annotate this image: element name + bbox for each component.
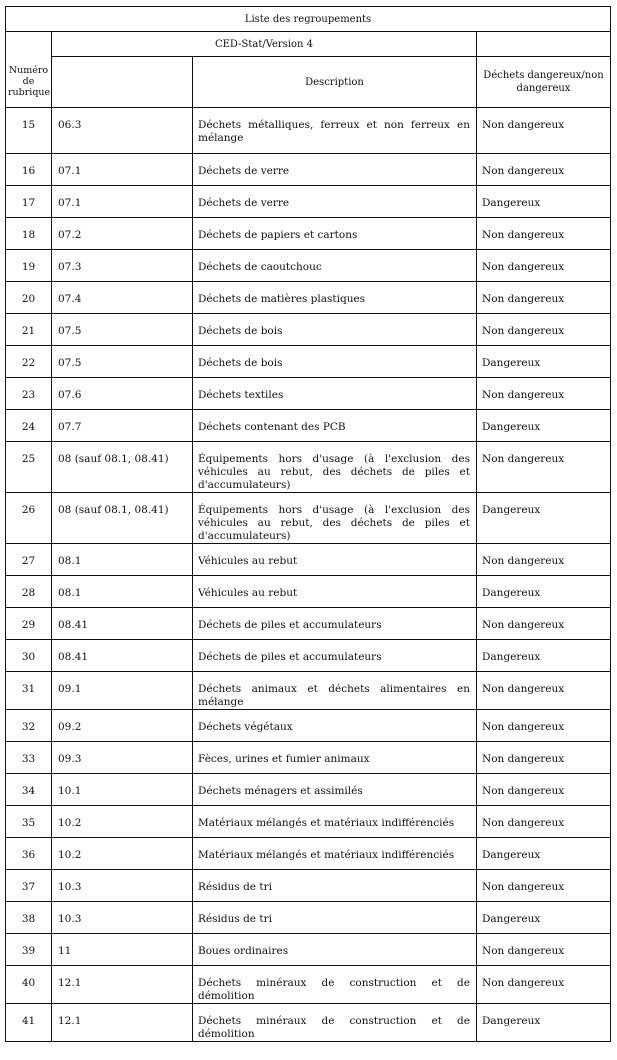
hazard-status: Dangereux — [477, 640, 611, 672]
hazard-status: Non dangereux — [477, 806, 611, 838]
table-row — [6, 576, 611, 608]
table-row — [6, 346, 611, 378]
hazard-status: Dangereux — [477, 838, 611, 870]
table-row — [6, 410, 611, 442]
rubric-number: 16 — [6, 154, 52, 186]
table-row — [6, 710, 611, 742]
table-row — [6, 218, 611, 250]
rubric-number: 33 — [6, 742, 52, 774]
ced-stat-code: 07.3 — [52, 250, 193, 282]
rubric-number: 20 — [6, 282, 52, 314]
hazard-status: Non dangereux — [477, 218, 611, 250]
rubric-number: 15 — [6, 108, 52, 154]
table-row — [6, 774, 611, 806]
subheader-spacer-right — [477, 32, 611, 57]
ced-stat-code: 10.2 — [52, 838, 193, 870]
ced-stat-code: 09.2 — [52, 710, 193, 742]
rubric-number: 32 — [6, 710, 52, 742]
table-row — [6, 108, 611, 154]
ced-stat-code: 10.3 — [52, 902, 193, 934]
ced-stat-code: 09.1 — [52, 672, 193, 710]
ced-stat-code: 08 (sauf 08.1, 08.41) — [52, 493, 193, 544]
hazard-status: Dangereux — [477, 576, 611, 608]
hazard-status: Non dangereux — [477, 672, 611, 710]
rubric-number: 35 — [6, 806, 52, 838]
waste-description: Déchets de papiers et cartons — [193, 218, 477, 250]
ced-stat-code: 08.1 — [52, 576, 193, 608]
hazard-status: Non dangereux — [477, 966, 611, 1004]
waste-description: Équipements hors d'usage (à l'exclusion des véhicules au rebut, des déchets de piles et d'accumulateurs) — [193, 493, 477, 544]
waste-description: Déchets végétaux — [193, 710, 477, 742]
ced-stat-code: 09.3 — [52, 742, 193, 774]
waste-description: Résidus de tri — [193, 870, 477, 902]
table-row — [6, 378, 611, 410]
waste-description: Déchets minéraux de construction et de démolition — [193, 1004, 477, 1042]
rubric-number: 38 — [6, 902, 52, 934]
table-row — [6, 806, 611, 838]
ced-stat-code: 08.41 — [52, 608, 193, 640]
rubric-number: 21 — [6, 314, 52, 346]
ced-stat-code: 12.1 — [52, 966, 193, 1004]
ced-stat-code: 11 — [52, 934, 193, 966]
waste-description: Déchets minéraux de construction et de démolition — [193, 966, 477, 1004]
hazard-status: Dangereux — [477, 1004, 611, 1042]
rubric-number: 28 — [6, 576, 52, 608]
waste-description: Équipements hors d'usage (à l'exclusion des véhicules au rebut, des déchets de piles et d'accumulateurs) — [193, 442, 477, 493]
table-row — [6, 966, 611, 1004]
ced-stat-code: 07.4 — [52, 282, 193, 314]
ced-stat-code: 07.2 — [52, 218, 193, 250]
rubric-number: 41 — [6, 1004, 52, 1042]
hazard-status: Dangereux — [477, 186, 611, 218]
table-row — [6, 838, 611, 870]
hazard-status: Non dangereux — [477, 250, 611, 282]
table-row — [6, 1004, 611, 1042]
table-row — [6, 608, 611, 640]
rubric-number: 27 — [6, 544, 52, 576]
table-row — [6, 742, 611, 774]
rubric-number: 26 — [6, 493, 52, 544]
waste-description: Déchets de verre — [193, 154, 477, 186]
hazard-status: Non dangereux — [477, 154, 611, 186]
ced-stat-code: 07.1 — [52, 186, 193, 218]
hazard-status: Non dangereux — [477, 710, 611, 742]
waste-description: Déchets de caoutchouc — [193, 250, 477, 282]
table-row — [6, 544, 611, 576]
classification-subheader: CED-Stat/Version 4 — [52, 32, 477, 57]
rubric-number: 30 — [6, 640, 52, 672]
rubric-number: 37 — [6, 870, 52, 902]
ced-stat-code: 08.41 — [52, 640, 193, 672]
rubric-number: 40 — [6, 966, 52, 1004]
header-code — [52, 57, 193, 108]
waste-description: Déchets de verre — [193, 186, 477, 218]
waste-groupings-table — [5, 6, 611, 1042]
hazard-status: Non dangereux — [477, 544, 611, 576]
table-title: Liste des regroupements — [6, 7, 611, 32]
table-row — [6, 442, 611, 493]
table-row — [6, 870, 611, 902]
hazard-status: Dangereux — [477, 410, 611, 442]
ced-stat-code: 10.2 — [52, 806, 193, 838]
waste-description: Déchets ménagers et assimilés — [193, 774, 477, 806]
rubric-number: 18 — [6, 218, 52, 250]
rubric-number: 36 — [6, 838, 52, 870]
table-row — [6, 672, 611, 710]
waste-description: Déchets de piles et accumulateurs — [193, 608, 477, 640]
table-row — [6, 314, 611, 346]
waste-description: Déchets de bois — [193, 346, 477, 378]
waste-description: Déchets de piles et accumulateurs — [193, 640, 477, 672]
ced-stat-code: 07.7 — [52, 410, 193, 442]
table-row — [6, 640, 611, 672]
waste-description: Résidus de tri — [193, 902, 477, 934]
ced-stat-code: 07.1 — [52, 154, 193, 186]
table-row — [6, 250, 611, 282]
ced-stat-code: 12.1 — [52, 1004, 193, 1042]
hazard-status: Non dangereux — [477, 870, 611, 902]
header-description: Description — [193, 57, 477, 108]
rubric-number: 31 — [6, 672, 52, 710]
waste-description: Déchets contenant des PCB — [193, 410, 477, 442]
rubric-number: 29 — [6, 608, 52, 640]
waste-description: Déchets de bois — [193, 314, 477, 346]
hazard-status: Non dangereux — [477, 774, 611, 806]
rubric-number: 34 — [6, 774, 52, 806]
hazard-status: Non dangereux — [477, 314, 611, 346]
waste-description: Matériaux mélangés et matériaux indifférenciés — [193, 838, 477, 870]
header-dangerous: Déchets dangereux/non dangereux — [477, 57, 611, 108]
ced-stat-code: 10.1 — [52, 774, 193, 806]
rubric-number: 24 — [6, 410, 52, 442]
hazard-status: Non dangereux — [477, 742, 611, 774]
waste-description: Véhicules au rebut — [193, 544, 477, 576]
ced-stat-code: 07.5 — [52, 346, 193, 378]
waste-description: Déchets de matières plastiques — [193, 282, 477, 314]
subheader-spacer — [6, 32, 52, 57]
waste-description: Déchets métalliques, ferreux et non ferreux en mélange — [193, 108, 477, 154]
waste-description: Véhicules au rebut — [193, 576, 477, 608]
hazard-status: Non dangereux — [477, 442, 611, 493]
hazard-status: Non dangereux — [477, 608, 611, 640]
table-row — [6, 493, 611, 544]
rubric-number: 25 — [6, 442, 52, 493]
waste-description: Boues ordinaires — [193, 934, 477, 966]
waste-description: Fèces, urines et fumier animaux — [193, 742, 477, 774]
rubric-number: 19 — [6, 250, 52, 282]
hazard-status: Non dangereux — [477, 378, 611, 410]
ced-stat-code: 07.6 — [52, 378, 193, 410]
ced-stat-code: 07.5 — [52, 314, 193, 346]
ced-stat-code: 08 (sauf 08.1, 08.41) — [52, 442, 193, 493]
hazard-status: Dangereux — [477, 493, 611, 544]
hazard-status: Non dangereux — [477, 282, 611, 314]
hazard-status: Non dangereux — [477, 934, 611, 966]
header-numero: Numéro de rubrique — [6, 57, 52, 108]
waste-description: Matériaux mélangés et matériaux indifférenciés — [193, 806, 477, 838]
table-row — [6, 186, 611, 218]
table-row — [6, 902, 611, 934]
rubric-number: 23 — [6, 378, 52, 410]
ced-stat-code: 08.1 — [52, 544, 193, 576]
ced-stat-code: 06.3 — [52, 108, 193, 154]
hazard-status: Non dangereux — [477, 108, 611, 154]
rubric-number: 17 — [6, 186, 52, 218]
table-row — [6, 154, 611, 186]
rubric-number: 39 — [6, 934, 52, 966]
rubric-number: 22 — [6, 346, 52, 378]
table-row — [6, 282, 611, 314]
ced-stat-code: 10.3 — [52, 870, 193, 902]
waste-description: Déchets textiles — [193, 378, 477, 410]
table-row — [6, 934, 611, 966]
hazard-status: Dangereux — [477, 902, 611, 934]
waste-description: Déchets animaux et déchets alimentaires en mélange — [193, 672, 477, 710]
hazard-status: Dangereux — [477, 346, 611, 378]
